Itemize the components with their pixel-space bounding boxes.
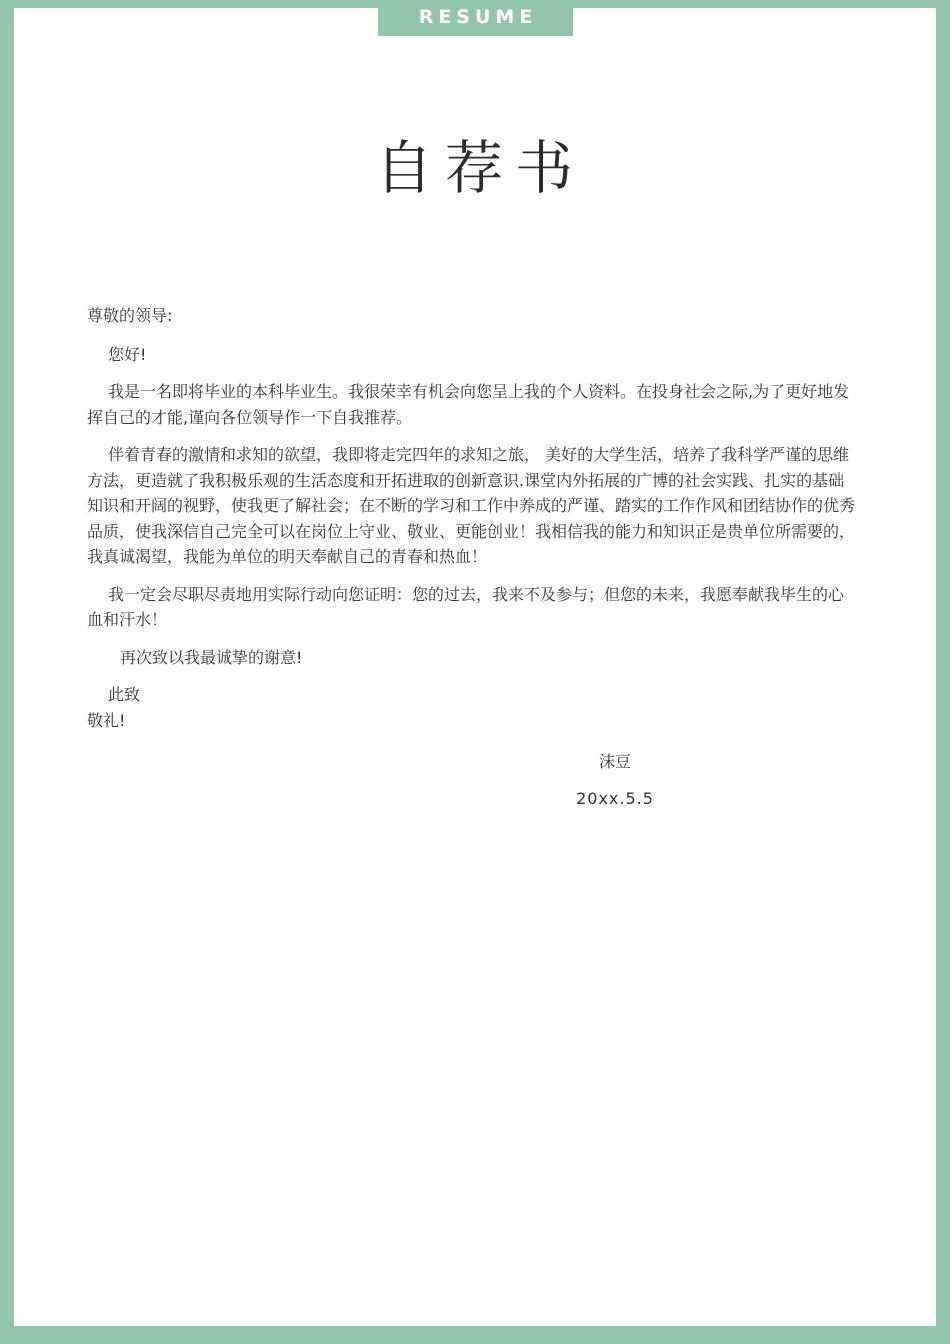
closing-line: 此致 <box>108 685 141 704</box>
regards-line: 敬礼! <box>87 710 126 730</box>
thanks-line: 再次致以我最诚挚的谢意! <box>120 647 303 667</box>
signature-name: 沫豆 <box>598 752 631 771</box>
page-title: 自荐书 <box>374 134 585 202</box>
resume-tab: RESUME <box>378 0 573 36</box>
paragraph-body: 伴着青春的激情和求知的欲望，我即将走完四年的求知之旅， 美好的大学生活，培养了我科学严谨的思维方法，更造就了我积极乐观的生活态度和开拓进取的创新意识.课堂内外拓展的广博的社会实践、扎实的基础知识和开阔的视野，使我更了解社会；在不断的学习和工作中养成的严谨、踏实的工作作风和团结协作的优秀品质，使我深信自己完全可以在岗位上守业、敬业、更能创业！我相信我的能力和知识正是贵单位所需要的，我真诚渴望，我能为单位的明天奉献自己的青春和热血！ <box>87 445 856 566</box>
salutation: 尊敬的领导: <box>87 306 173 325</box>
greeting: 您好! <box>108 344 147 364</box>
letter-body <box>87 303 859 733</box>
paragraph-promise: 我一定会尽职尽责地用实际行动向您证明：您的过去，我来不及参与；但您的未来，我愿奉献我毕生的心血和汗水！ <box>87 584 845 629</box>
paragraph-intro: 我是一名即将毕业的本科毕业生。我很荣幸有机会向您呈上我的个人资料。在投身社会之际,为了更好地发挥自己的才能,谨向各位领导作一下自我推荐。 <box>87 382 850 427</box>
signature-date: 20xx.5.5 <box>576 789 654 808</box>
